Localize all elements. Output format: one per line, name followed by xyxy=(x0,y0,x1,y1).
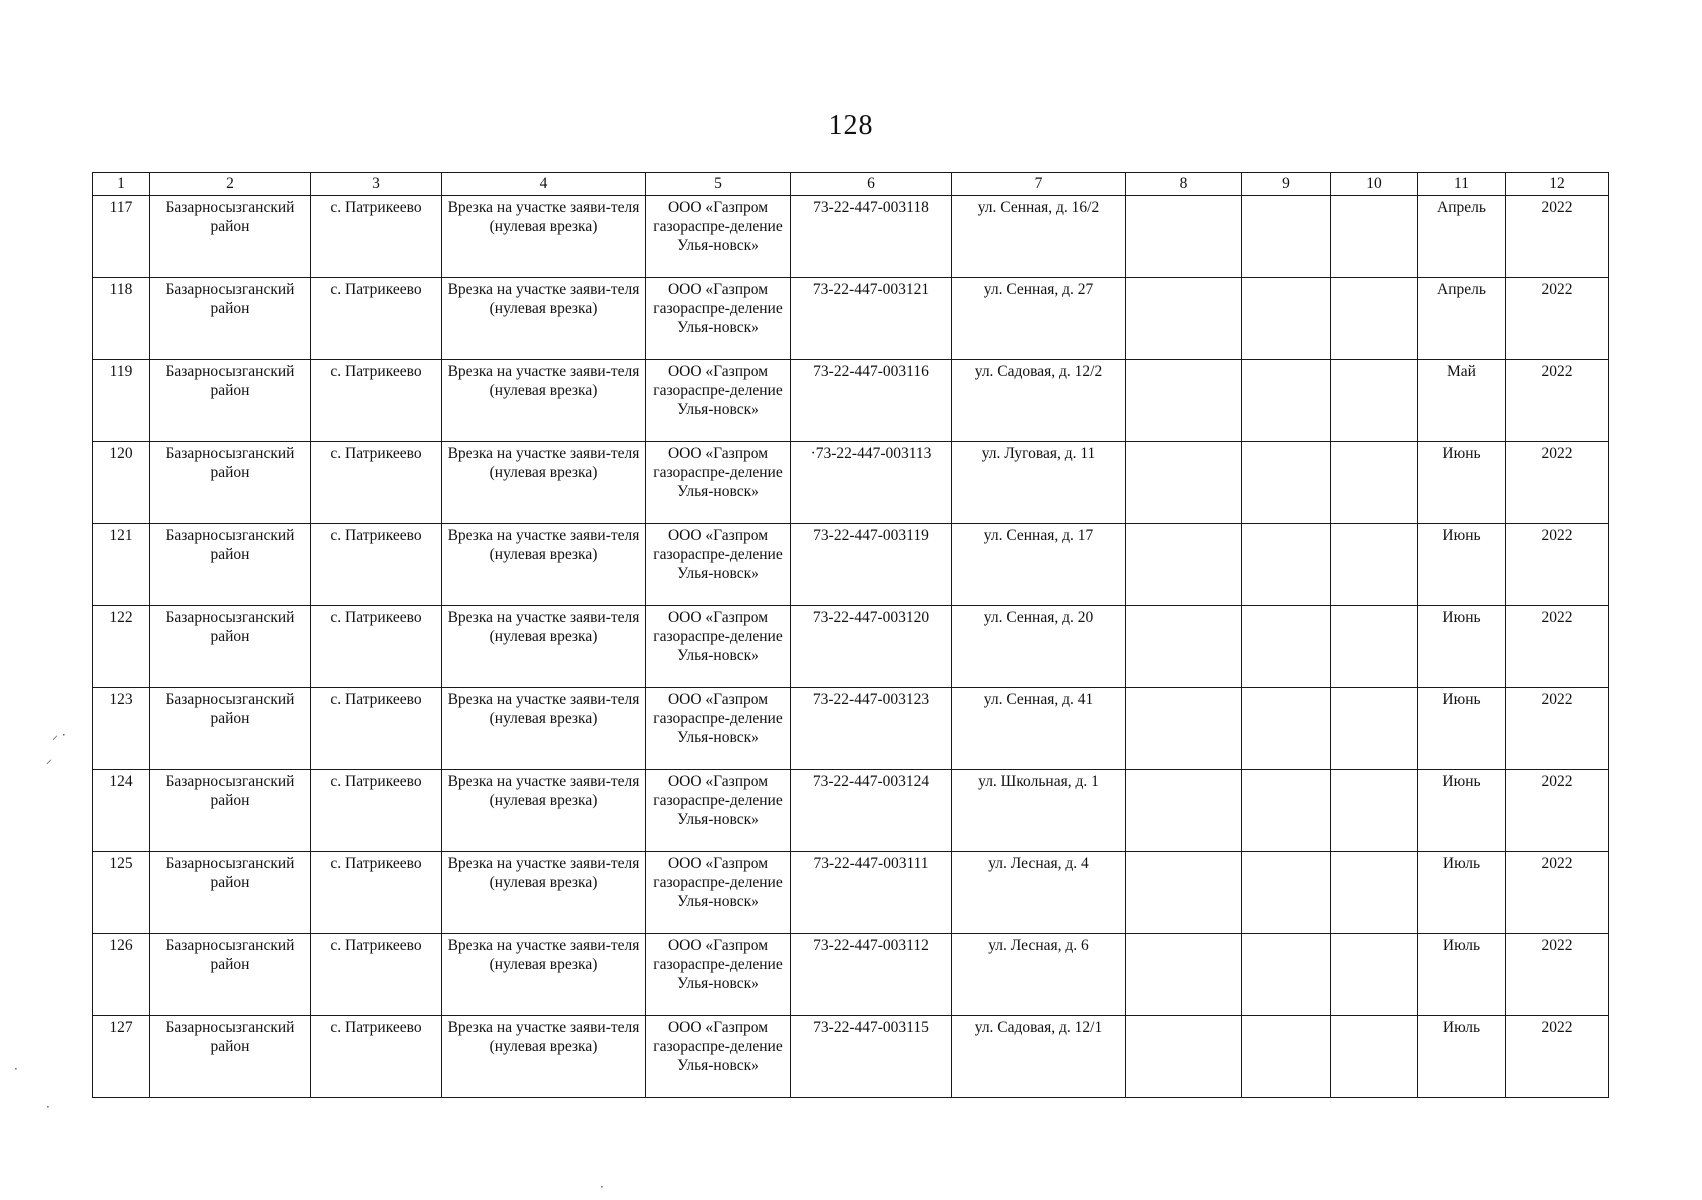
table-row xyxy=(93,934,1609,1016)
locality-cell: с. Патрикеево xyxy=(311,606,442,688)
district-cell: Базарносызганский район xyxy=(150,770,311,852)
object-code-cell: 73-22-447-003123 xyxy=(791,688,952,770)
column-header-5: 5 xyxy=(646,173,791,196)
column-8-cell xyxy=(1126,852,1242,934)
column-10-cell xyxy=(1331,688,1418,770)
object-code-cell: 73-22-447-003119 xyxy=(791,524,952,606)
object-code-cell: 73-22-447-003121 xyxy=(791,278,952,360)
row-number: 123 xyxy=(93,688,150,770)
address-cell: ул. Лесная, д. 4 xyxy=(952,852,1126,934)
address-cell: ул. Луговая, д. 11 xyxy=(952,442,1126,524)
column-9-cell xyxy=(1242,606,1331,688)
table-header xyxy=(93,173,1609,196)
work-type-cell: Врезка на участке заяви-теля (нулевая врезка) xyxy=(442,278,646,360)
column-header-10: 10 xyxy=(1331,173,1418,196)
organization-cell: ООО «Газпром газораспре-деление Улья-новск» xyxy=(646,442,791,524)
work-type-cell: Врезка на участке заяви-теля (нулевая врезка) xyxy=(442,442,646,524)
table-row xyxy=(93,770,1609,852)
scan-mark: ⸝ xyxy=(46,752,53,766)
object-code-cell: 73-22-447-003124 xyxy=(791,770,952,852)
work-type-cell: Врезка на участке заяви-теля (нулевая врезка) xyxy=(442,360,646,442)
column-10-cell xyxy=(1331,278,1418,360)
address-cell: ул. Сенная, д. 20 xyxy=(952,606,1126,688)
table-row xyxy=(93,852,1609,934)
column-9-cell xyxy=(1242,1016,1331,1098)
work-type-cell: Врезка на участке заяви-теля (нулевая врезка) xyxy=(442,196,646,278)
month-cell: Июнь xyxy=(1418,442,1506,524)
year-cell: 2022 xyxy=(1506,360,1609,442)
locality-cell: с. Патрикеево xyxy=(311,196,442,278)
year-cell: 2022 xyxy=(1506,606,1609,688)
column-9-cell xyxy=(1242,278,1331,360)
address-cell: ул. Лесная, д. 6 xyxy=(952,934,1126,1016)
column-header-6: 6 xyxy=(791,173,952,196)
district-cell: Базарносызганский район xyxy=(150,934,311,1016)
district-cell: Базарносызганский район xyxy=(150,1016,311,1098)
year-cell: 2022 xyxy=(1506,852,1609,934)
column-10-cell xyxy=(1331,770,1418,852)
row-number: 122 xyxy=(93,606,150,688)
month-cell: Май xyxy=(1418,360,1506,442)
column-9-cell xyxy=(1242,360,1331,442)
column-header-9: 9 xyxy=(1242,173,1331,196)
row-number: 120 xyxy=(93,442,150,524)
row-number: 121 xyxy=(93,524,150,606)
work-type-cell: Врезка на участке заяви-теля (нулевая врезка) xyxy=(442,688,646,770)
organization-cell: ООО «Газпром газораспре-деление Улья-новск» xyxy=(646,360,791,442)
column-9-cell xyxy=(1242,196,1331,278)
address-cell: ул. Сенная, д. 16/2 xyxy=(952,196,1126,278)
column-8-cell xyxy=(1126,1016,1242,1098)
row-number: 119 xyxy=(93,360,150,442)
locality-cell: с. Патрикеево xyxy=(311,360,442,442)
month-cell: Июль xyxy=(1418,852,1506,934)
address-cell: ул. Сенная, д. 17 xyxy=(952,524,1126,606)
organization-cell: ООО «Газпром газораспре-деление Улья-новск» xyxy=(646,606,791,688)
column-header-2: 2 xyxy=(150,173,311,196)
object-code-cell: ·73-22-447-003113 xyxy=(791,442,952,524)
locality-cell: с. Патрикеево xyxy=(311,442,442,524)
locality-cell: с. Патрикеево xyxy=(311,278,442,360)
column-8-cell xyxy=(1126,770,1242,852)
district-cell: Базарносызганский район xyxy=(150,196,311,278)
year-cell: 2022 xyxy=(1506,524,1609,606)
table-row xyxy=(93,688,1609,770)
organization-cell: ООО «Газпром газораспре-деление Улья-новск» xyxy=(646,1016,791,1098)
table-row xyxy=(93,606,1609,688)
organization-cell: ООО «Газпром газораспре-деление Улья-новск» xyxy=(646,688,791,770)
object-code-cell: 73-22-447-003118 xyxy=(791,196,952,278)
organization-cell: ООО «Газпром газораспре-деление Улья-новск» xyxy=(646,852,791,934)
address-cell: ул. Школьная, д. 1 xyxy=(952,770,1126,852)
district-cell: Базарносызганский район xyxy=(150,688,311,770)
address-cell: ул. Садовая, д. 12/2 xyxy=(952,360,1126,442)
column-header-7: 7 xyxy=(952,173,1126,196)
row-number: 127 xyxy=(93,1016,150,1098)
column-9-cell xyxy=(1242,852,1331,934)
column-8-cell xyxy=(1126,688,1242,770)
column-10-cell xyxy=(1331,852,1418,934)
work-type-cell: Врезка на участке заяви-теля (нулевая врезка) xyxy=(442,934,646,1016)
object-code-cell: 73-22-447-003112 xyxy=(791,934,952,1016)
locality-cell: с. Патрикеево xyxy=(311,934,442,1016)
column-10-cell xyxy=(1331,606,1418,688)
locality-cell: с. Патрикеево xyxy=(311,1016,442,1098)
column-header-3: 3 xyxy=(311,173,442,196)
column-10-cell xyxy=(1331,360,1418,442)
district-cell: Базарносызганский район xyxy=(150,278,311,360)
column-10-cell xyxy=(1331,196,1418,278)
table-row xyxy=(93,524,1609,606)
table-row xyxy=(93,196,1609,278)
table-row xyxy=(93,1016,1609,1098)
scan-mark: · xyxy=(46,1100,50,1114)
address-cell: ул. Сенная, д. 41 xyxy=(952,688,1126,770)
work-type-cell: Врезка на участке заяви-теля (нулевая врезка) xyxy=(442,524,646,606)
organization-cell: ООО «Газпром газораспре-деление Улья-новск» xyxy=(646,196,791,278)
year-cell: 2022 xyxy=(1506,688,1609,770)
column-10-cell xyxy=(1331,524,1418,606)
object-code-cell: 73-22-447-003116 xyxy=(791,360,952,442)
scan-mark: · xyxy=(14,1062,18,1076)
table-row xyxy=(93,442,1609,524)
organization-cell: ООО «Газпром газораспре-деление Улья-новск» xyxy=(646,524,791,606)
object-code-cell: 73-22-447-003120 xyxy=(791,606,952,688)
district-cell: Базарносызганский район xyxy=(150,524,311,606)
year-cell: 2022 xyxy=(1506,196,1609,278)
column-8-cell xyxy=(1126,360,1242,442)
work-type-cell: Врезка на участке заяви-теля (нулевая врезка) xyxy=(442,1016,646,1098)
column-8-cell xyxy=(1126,606,1242,688)
month-cell: Июнь xyxy=(1418,524,1506,606)
row-number: 125 xyxy=(93,852,150,934)
column-header-11: 11 xyxy=(1418,173,1506,196)
year-cell: 2022 xyxy=(1506,934,1609,1016)
header-row xyxy=(93,173,1609,196)
column-header-4: 4 xyxy=(442,173,646,196)
column-9-cell xyxy=(1242,770,1331,852)
column-8-cell xyxy=(1126,524,1242,606)
column-header-8: 8 xyxy=(1126,173,1242,196)
year-cell: 2022 xyxy=(1506,1016,1609,1098)
table-row xyxy=(93,360,1609,442)
table-body xyxy=(93,196,1609,1098)
row-number: 124 xyxy=(93,770,150,852)
row-number: 117 xyxy=(93,196,150,278)
year-cell: 2022 xyxy=(1506,442,1609,524)
month-cell: Апрель xyxy=(1418,196,1506,278)
organization-cell: ООО «Газпром газораспре-деление Улья-новск» xyxy=(646,770,791,852)
scan-mark: · xyxy=(600,1180,604,1194)
locality-cell: с. Патрикеево xyxy=(311,770,442,852)
year-cell: 2022 xyxy=(1506,770,1609,852)
district-cell: Базарносызганский район xyxy=(150,606,311,688)
column-8-cell xyxy=(1126,196,1242,278)
column-10-cell xyxy=(1331,1016,1418,1098)
work-type-cell: Врезка на участке заяви-теля (нулевая врезка) xyxy=(442,606,646,688)
month-cell: Июнь xyxy=(1418,606,1506,688)
organization-cell: ООО «Газпром газораспре-деление Улья-новск» xyxy=(646,278,791,360)
column-9-cell xyxy=(1242,934,1331,1016)
month-cell: Июль xyxy=(1418,1016,1506,1098)
locality-cell: с. Патрикеево xyxy=(311,524,442,606)
month-cell: Июнь xyxy=(1418,688,1506,770)
column-9-cell xyxy=(1242,688,1331,770)
month-cell: Июль xyxy=(1418,934,1506,1016)
schedule-table xyxy=(92,172,1609,1098)
scan-mark: ⸝ · xyxy=(52,728,66,742)
object-code-cell: 73-22-447-003111 xyxy=(791,852,952,934)
work-type-cell: Врезка на участке заяви-теля (нулевая врезка) xyxy=(442,770,646,852)
district-cell: Базарносызганский район xyxy=(150,852,311,934)
column-9-cell xyxy=(1242,442,1331,524)
locality-cell: с. Патрикеево xyxy=(311,688,442,770)
column-8-cell xyxy=(1126,278,1242,360)
work-type-cell: Врезка на участке заяви-теля (нулевая врезка) xyxy=(442,852,646,934)
row-number: 118 xyxy=(93,278,150,360)
column-header-12: 12 xyxy=(1506,173,1609,196)
column-9-cell xyxy=(1242,524,1331,606)
object-code-cell: 73-22-447-003115 xyxy=(791,1016,952,1098)
district-cell: Базарносызганский район xyxy=(150,442,311,524)
column-8-cell xyxy=(1126,934,1242,1016)
district-cell: Базарносызганский район xyxy=(150,360,311,442)
page-number: 128 xyxy=(828,110,874,141)
year-cell: 2022 xyxy=(1506,278,1609,360)
row-number: 126 xyxy=(93,934,150,1016)
column-10-cell xyxy=(1331,934,1418,1016)
column-10-cell xyxy=(1331,442,1418,524)
month-cell: Апрель xyxy=(1418,278,1506,360)
month-cell: Июнь xyxy=(1418,770,1506,852)
locality-cell: с. Патрикеево xyxy=(311,852,442,934)
table-row xyxy=(93,278,1609,360)
organization-cell: ООО «Газпром газораспре-деление Улья-новск» xyxy=(646,934,791,1016)
address-cell: ул. Садовая, д. 12/1 xyxy=(952,1016,1126,1098)
column-header-1: 1 xyxy=(93,173,150,196)
address-cell: ул. Сенная, д. 27 xyxy=(952,278,1126,360)
column-8-cell xyxy=(1126,442,1242,524)
